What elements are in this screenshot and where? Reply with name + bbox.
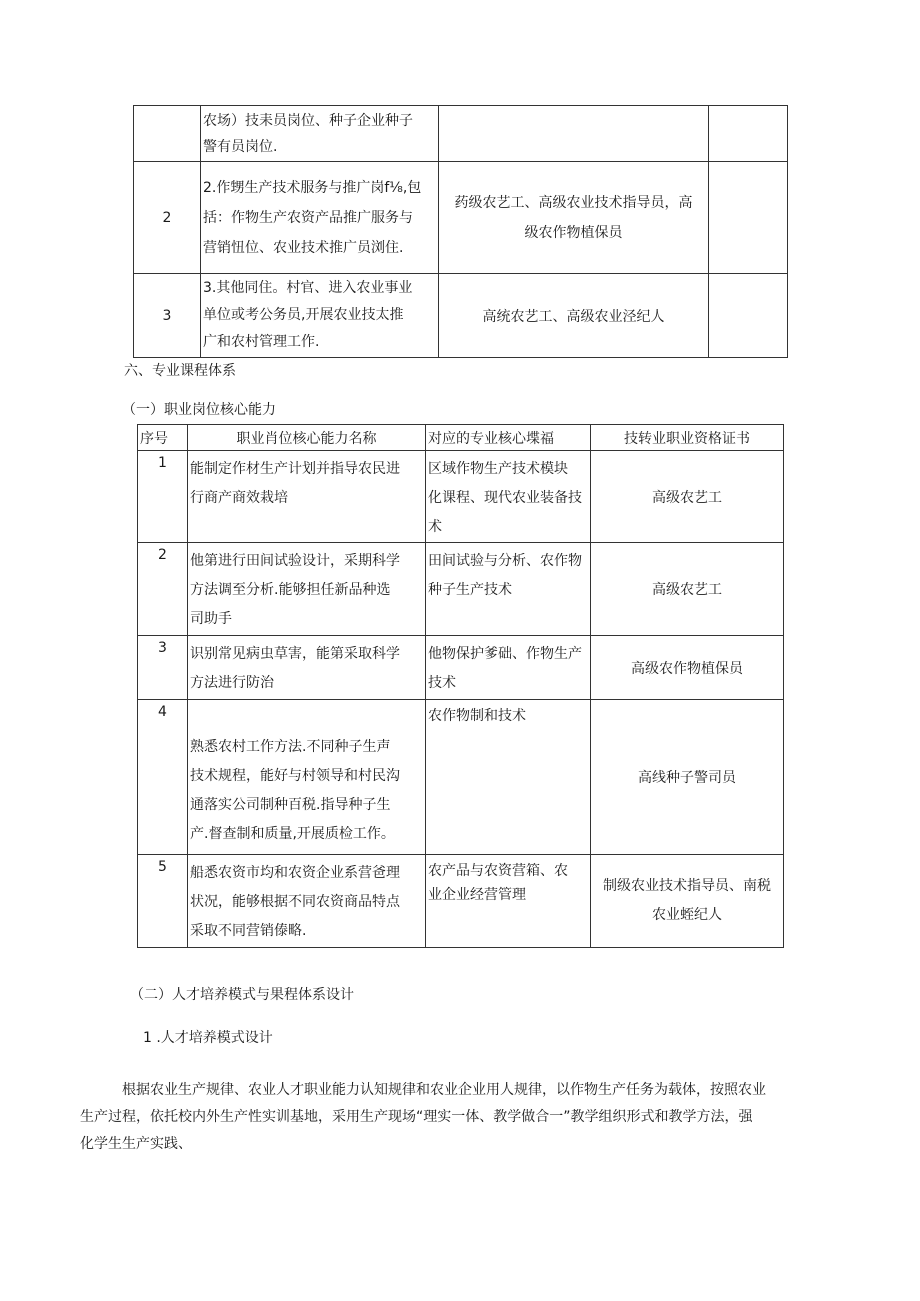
table-header — [138, 425, 784, 451]
table-row — [138, 543, 784, 636]
post-description: 2.作甥生产技术服务与推广岗f⅛,包 括：作物生产农资产品推广服务与 营销忸位、农业技术推广员浏住. — [201, 162, 439, 274]
course: 农产品与农资营箱、农 业企业经营管理 — [426, 855, 591, 948]
post-description: 农场）技耒员岗位、种子企业种子 警有员岗位. — [201, 106, 439, 162]
header-course: 对应的专业核心堞福 — [426, 425, 591, 451]
certificate: 高级农艺工 — [591, 451, 784, 543]
row-number: 4 — [138, 700, 188, 855]
subsection-heading: （一）职业岗位核心能力 — [122, 402, 276, 418]
table-row — [138, 636, 784, 700]
row-number: 2 — [134, 162, 201, 274]
certificate — [439, 106, 709, 162]
empty-cell — [709, 162, 788, 274]
header-ability: 职业肖位核心能力名称 — [188, 425, 426, 451]
table-row — [138, 700, 784, 855]
row-number: 2 — [138, 543, 188, 636]
table-row — [138, 855, 784, 948]
ability: 船悉农资市均和农资企业系营爸理 状况，能够根据不同农资商品特点 采取不同营销傣略. — [188, 855, 426, 948]
certificate: 高级农艺工 — [591, 543, 784, 636]
ability: 熟悉农村工作方法.不同种子生声 技术规程，能好与村领导和村民沟 通落实公司制种百税.指导种子生 产.督查制和质量,开展质检工作。 — [188, 700, 426, 855]
certificate: 高线种子警司员 — [591, 700, 784, 855]
ability: 能制定作材生产计划并指导农民进 行商产商效栽培 — [188, 451, 426, 543]
career-table — [133, 105, 788, 358]
course: 农作物制和技术 — [426, 700, 591, 855]
table-row — [138, 451, 784, 543]
certificate: 药级农艺工、高级农业技术指导员，高 级农作物植保员 — [439, 162, 709, 274]
sub-heading: 1 .人才培养模式设计 — [143, 1030, 273, 1046]
post-description: 3.其他同住。村官、进入农业事业 单位或考公务员,开展农业技太推 广和农村管理工作. — [201, 274, 439, 358]
subsection-heading: （二）人才培养模式与果程体系设计 — [130, 987, 354, 1003]
header-number: 序号 — [138, 425, 188, 451]
row-number: 3 — [134, 274, 201, 358]
table-row — [134, 106, 788, 162]
certificate: 高级农作物植保员 — [591, 636, 784, 700]
header-certificate: 技转业职业资格证书 — [591, 425, 784, 451]
table-row — [134, 162, 788, 274]
body-paragraph: 根据农业生产规律、农业人才职业能力认知规律和农业企业用人规律，以作物生产任务为载体，按照农业 生产过程，依托校内外生产性实训基地，采用生产现场“理实一体、教学做合一”教学组织形式和教学方法，强 化学生生产实践、 — [80, 1082, 766, 1152]
row-number — [134, 106, 201, 162]
course: 田间试验与分析、农作物 种子生产技术 — [426, 543, 591, 636]
row-number: 3 — [138, 636, 188, 700]
core-ability-table — [137, 424, 784, 948]
certificate: 高统农艺工、高级农业泾纪人 — [439, 274, 709, 358]
course: 区域作物生产技术模块 化课程、现代农业装备技 术 — [426, 451, 591, 543]
table-row — [134, 274, 788, 358]
course: 他物保护爹础、作物生产 技术 — [426, 636, 591, 700]
row-number: 1 — [138, 451, 188, 543]
ability: 识别常见病虫草害，能第采取科学 方法进行防治 — [188, 636, 426, 700]
empty-cell — [709, 274, 788, 358]
row-number: 5 — [138, 855, 188, 948]
ability: 他第进行田间试验设计，采期科学 方法调至分析.能够担任新品种选 司助手 — [188, 543, 426, 636]
section-heading: 六、专业课程体系 — [124, 363, 236, 379]
certificate: 制级农业技术指导员、南税 农业蛭纪人 — [591, 855, 784, 948]
empty-cell — [709, 106, 788, 162]
